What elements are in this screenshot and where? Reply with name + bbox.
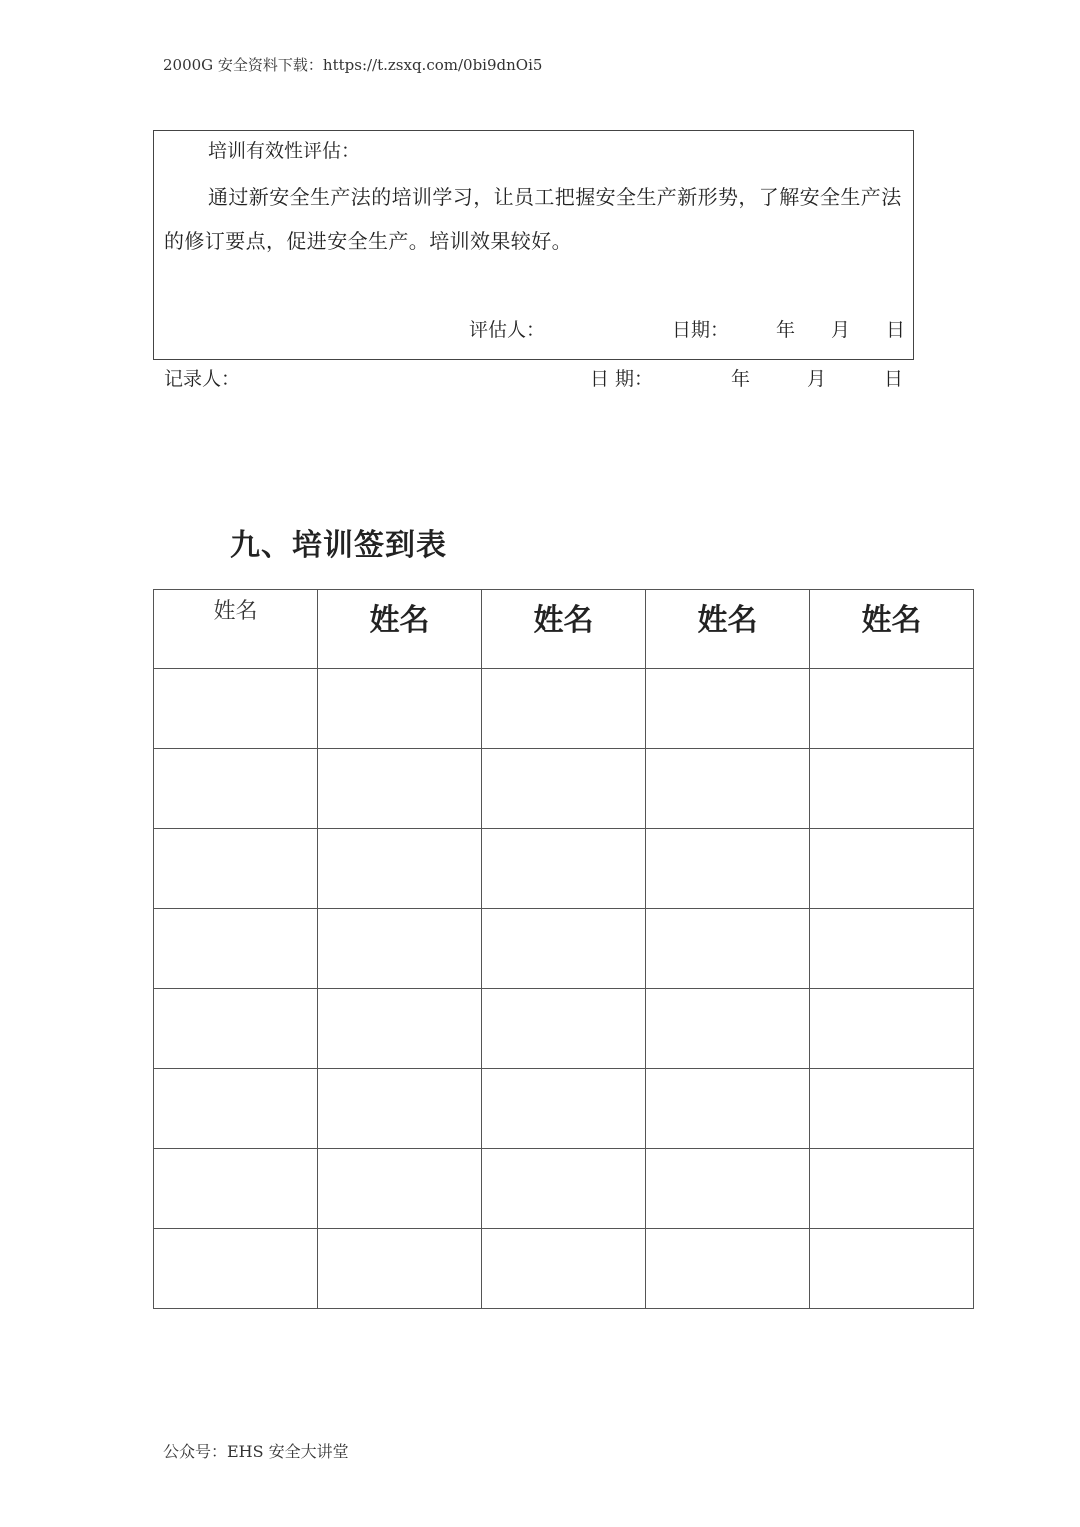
evaluation-day-label: 日 [886,319,906,341]
signature-cell[interactable] [154,1149,318,1229]
signature-cell[interactable] [482,989,646,1069]
table-row [154,749,974,829]
record-year-label: 年 [731,368,751,390]
signature-cell[interactable] [318,1229,482,1309]
signature-cell[interactable] [810,989,974,1069]
header-name-label: 姓名 [861,603,922,638]
header-name-label: 姓名 [533,603,594,638]
header-cell [482,590,646,669]
signature-cell[interactable] [318,749,482,829]
table-row [154,1229,974,1309]
signature-cell[interactable] [154,669,318,749]
signature-cell[interactable] [482,749,646,829]
signature-cell[interactable] [154,909,318,989]
header-cell [810,590,974,669]
evaluation-date-label: 日期： [672,319,730,341]
record-day-label: 日 [884,368,904,390]
evaluation-year-label: 年 [776,319,796,341]
signature-cell[interactable] [154,829,318,909]
section-title: 九、培训签到表 [230,528,447,563]
signature-cell[interactable] [318,909,482,989]
table-row [154,1149,974,1229]
signature-cell[interactable] [646,989,810,1069]
header-name-label: 姓名 [213,599,258,624]
signature-cell[interactable] [154,1069,318,1149]
signature-cell[interactable] [646,1069,810,1149]
record-date-label: 日 期： [590,368,654,390]
signature-cell[interactable] [482,1229,646,1309]
signature-cell[interactable] [482,909,646,989]
signature-cell[interactable] [810,1149,974,1229]
signature-cell[interactable] [154,1229,318,1309]
header-cell [646,590,810,669]
signature-cell[interactable] [646,1229,810,1309]
signature-cell[interactable] [154,989,318,1069]
evaluator-label: 评估人： [469,319,546,341]
record-month-label: 月 [807,368,827,390]
header-cell [154,590,318,669]
signature-cell[interactable] [318,1069,482,1149]
signature-cell[interactable] [646,909,810,989]
signature-cell[interactable] [646,749,810,829]
table-row [154,989,974,1069]
signin-table [153,589,974,1309]
recorder-label: 记录人： [164,368,241,390]
table-row [154,909,974,989]
signature-cell[interactable] [810,669,974,749]
footer-text: 公众号：EHS 安全大讲堂 [163,1442,349,1461]
signature-cell[interactable] [318,829,482,909]
evaluation-box [153,130,914,360]
signature-cell[interactable] [810,829,974,909]
evaluation-body: 通过新安全生产法的培训学习，让员工把握安全生产新形势，了解安全生产法的修订要点，促进安全生产。培训效果较好。 [164,185,902,253]
signature-cell[interactable] [810,909,974,989]
signature-cell[interactable] [646,1149,810,1229]
signin-header-row [154,590,974,669]
signature-cell[interactable] [154,749,318,829]
evaluation-month-label: 月 [831,319,851,341]
signature-cell[interactable] [810,1229,974,1309]
signature-cell[interactable] [646,829,810,909]
signature-cell[interactable] [482,1149,646,1229]
table-row [154,829,974,909]
signature-cell[interactable] [482,669,646,749]
evaluation-title: 培训有效性评估： [208,140,361,162]
table-row [154,1069,974,1149]
signature-cell[interactable] [810,1069,974,1149]
header-name-label: 姓名 [697,603,758,638]
signature-cell[interactable] [646,669,810,749]
signature-cell[interactable] [318,1149,482,1229]
header-download-link[interactable]: 2000G 安全资料下载：https://t.zsxq.com/0bi9dnOi5 [163,56,543,74]
signature-cell[interactable] [318,989,482,1069]
signature-cell[interactable] [482,1069,646,1149]
table-row [154,669,974,749]
signature-cell[interactable] [810,749,974,829]
header-name-label: 姓名 [369,603,430,638]
signature-cell[interactable] [482,829,646,909]
signature-cell[interactable] [318,669,482,749]
header-cell [318,590,482,669]
